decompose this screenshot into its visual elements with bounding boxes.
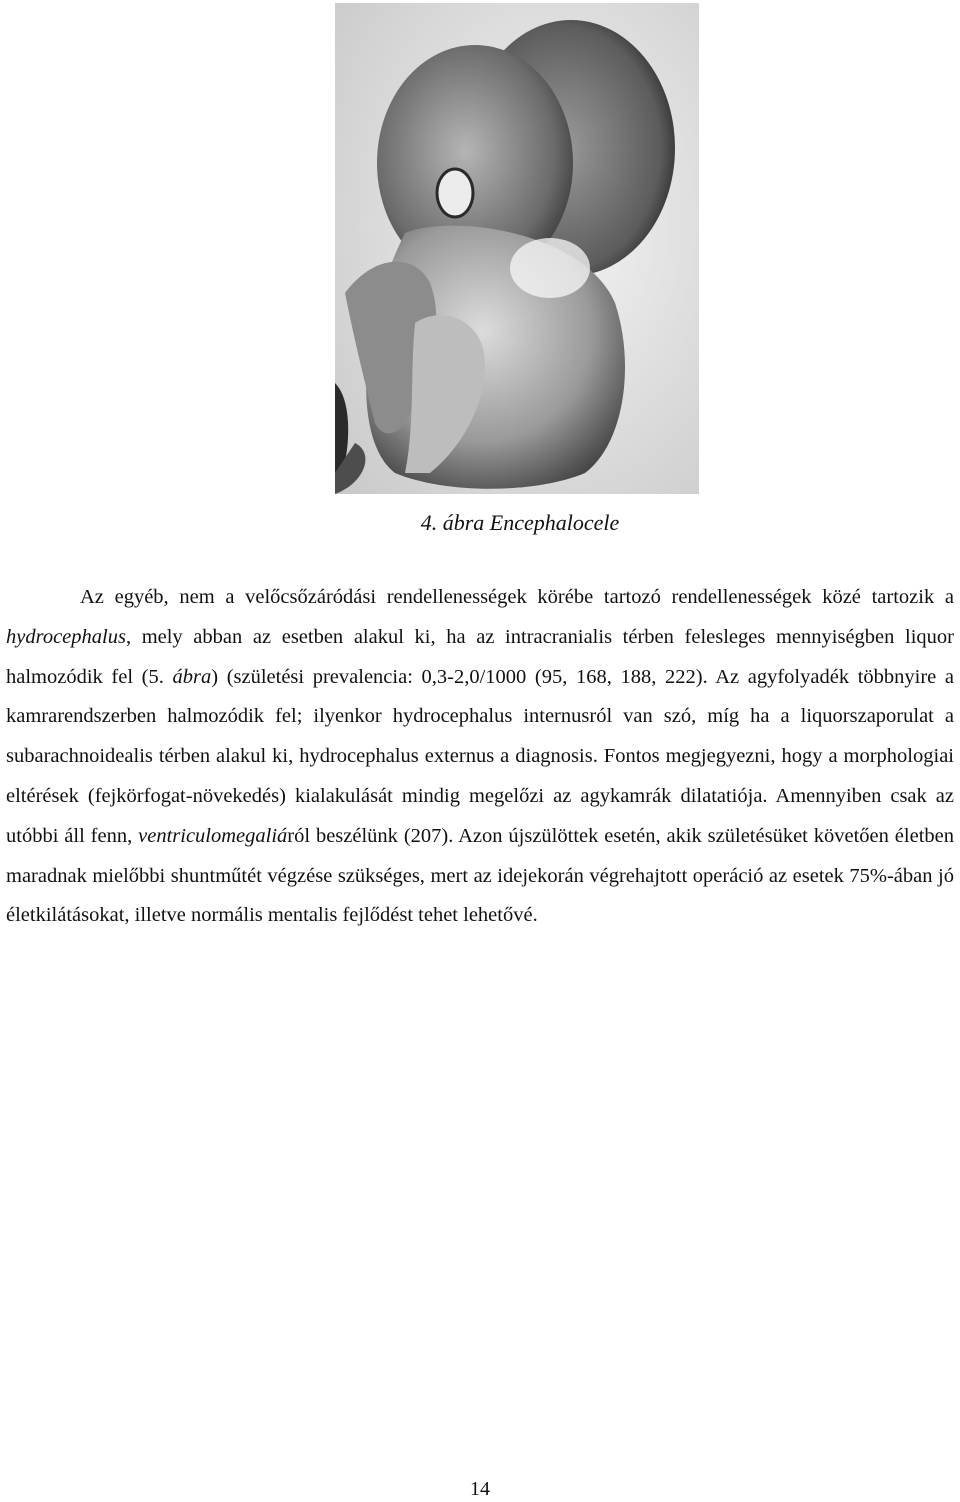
figure-caption: 4. ábra Encephalocele <box>420 510 620 535</box>
figure-photograph <box>335 3 699 494</box>
term-figure-ref: ábra <box>172 665 212 688</box>
text-run: , mely abban az esetben alakul ki, ha az intracranialis térben felesleges mennyiségben liquor halmozódik fel (5. <box>6 625 954 688</box>
term-ventriculomegalia: ventriculomegaliá <box>138 824 288 847</box>
text-run: ról beszélünk (207). Azon újszülöttek esetén, akik születésüket követően életben maradnak mielőbbi shuntműtét végzése szükséges, mert az idejekorán végrehajtott operáció az esetek 75%-ában jó életkilátásokat, illetve normális mentalis fejlődést tehet lehetővé. <box>6 824 954 927</box>
paragraph-text <box>6 578 954 936</box>
body-paragraph <box>6 578 954 936</box>
photograph-image <box>335 3 699 494</box>
term-hydrocephalus: hydrocephalus <box>6 625 126 648</box>
text-run: Az egyéb, nem a velőcsőzáródási rendellenességek körébe tartozó rendellenességek közé tartozik a <box>80 586 954 608</box>
text-run: ) (születési prevalencia: 0,3-2,0/1000 (95, 168, 188, 222). Az agyfolyadék többnyire a kamrarendszerben halmozódik fel; ilyenkor hydrocephalus internusról van szó, míg ha a liquorszaporulat a subarachnoidealis térben alakul ki, hydrocephalus externus a diagnosis. Fontos megjegyezni, hogy a morphologiai eltérések (fejkörfogat-növekedés) kialakulását mindig megelőzi az agykamrák dilatatiója. Amennyiben csak az utóbbi áll fenn, <box>6 665 954 847</box>
page-number: 14 <box>470 1478 490 1500</box>
